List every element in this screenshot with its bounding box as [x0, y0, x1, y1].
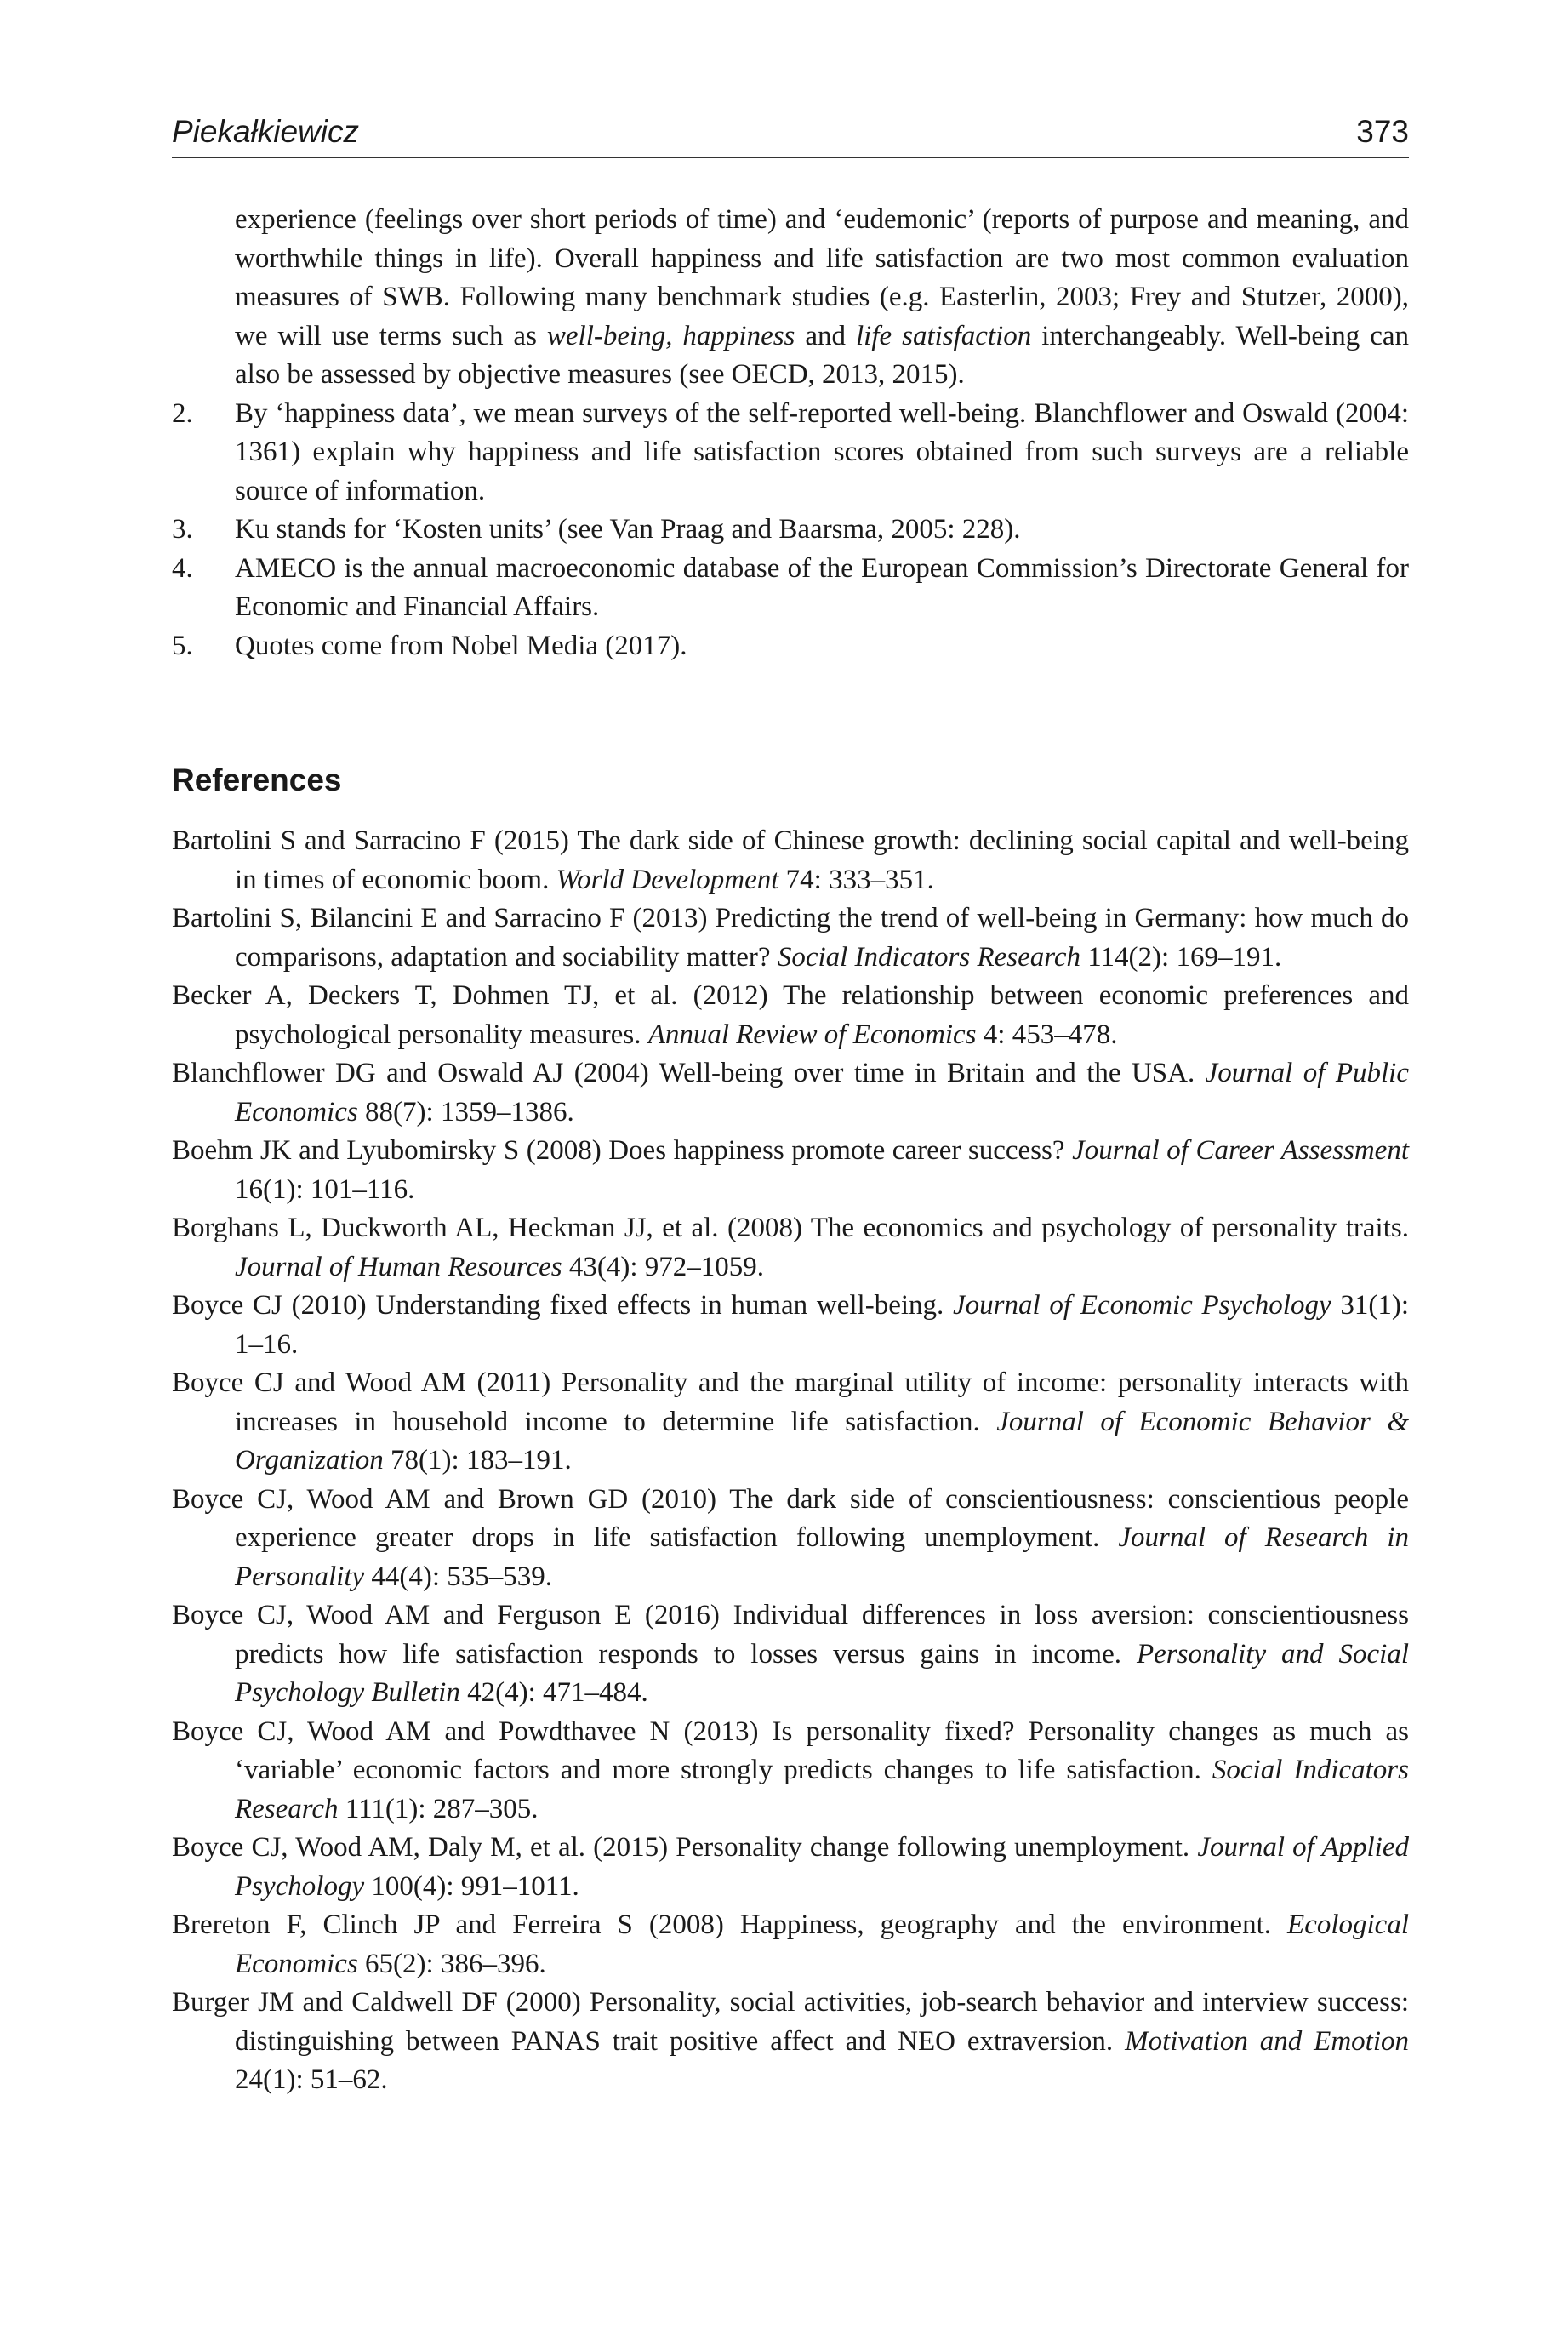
endnote-item: [172, 627, 1409, 666]
italic-span: Journal of Career Assessment: [1072, 1135, 1409, 1166]
italic-span: Ecological Economics: [235, 1910, 1409, 1979]
page-number: 373: [1356, 114, 1409, 149]
reference-entry: [172, 1054, 1409, 1132]
endnote-number: 2.: [172, 397, 193, 429]
italic-span: Journal of Research in Personality: [235, 1522, 1409, 1592]
text-span: Bartolini S and Sarracino F (2015) The dark side of Chinese growth: declining social capital and well-being in times of economic boom.: [172, 825, 1409, 895]
reference-entry: [172, 977, 1409, 1054]
text-span: Boyce CJ, Wood AM, Daly M, et al. (2015) Personality change following unemployment.: [172, 1832, 1198, 1863]
text-span: 74: 333–351.: [778, 864, 934, 895]
text-span: and: [795, 320, 856, 351]
endnotes-list: [172, 201, 1409, 665]
endnote-item: [172, 201, 1409, 395]
endnote-item: [172, 550, 1409, 627]
text-span: Boyce CJ and Wood AM (2011) Personality and the marginal utility of income: personality interacts with increases in household income to determine life satisfaction.: [172, 1367, 1409, 1437]
text-span: Boyce CJ, Wood AM and Ferguson E (2016) Individual differences in loss aversion: conscientiousness predicts how life satisfaction responds to losses versus gains in income.: [172, 1600, 1409, 1670]
endnote-number: 5.: [172, 630, 193, 661]
text-span: Ku stands for ‘Kosten units’ (see Van Praag and Baarsma, 2005: 228).: [235, 514, 1021, 545]
text-span: Boyce CJ, Wood AM and Powdthavee N (2013) Is personality fixed? Personality changes as much as ‘variable’ economic factors and more strongly predicts changes to life satisfaction.: [172, 1715, 1409, 1785]
text-span: 42(4): 471–484.: [459, 1677, 648, 1708]
text-span: 31(1): 1–16.: [235, 1290, 1409, 1360]
reference-entry: [172, 1132, 1409, 1209]
text-span: By ‘happiness data’, we mean surveys of the self-reported well-being. Blanchflower and Oswald (2004: 1361) explain why happiness and life satisfaction scores obtained from such surveys are a reliable source of information.: [235, 397, 1409, 506]
text-span: 111(1): 287–305.: [338, 1793, 539, 1824]
italic-span: Journal of Economic Behavior & Organization: [235, 1406, 1409, 1476]
text-span: Boyce CJ, Wood AM and Brown GD (2010) The dark side of conscientiousness: conscientious people experience greater drops in life satisfaction following unemployment.: [172, 1483, 1409, 1553]
italic-span: Social Indicators Research: [235, 1755, 1409, 1824]
references-list: [172, 822, 1409, 2100]
endnote-item: [172, 511, 1409, 550]
reference-entry: [172, 1364, 1409, 1481]
text-span: Burger JM and Caldwell DF (2000) Personality, social activities, job-search behavior and interview success: distinguishing between PANAS trait positive affect and NEO extraversion.: [172, 1987, 1409, 2057]
text-span: Brereton F, Clinch JP and Ferreira S (2008) Happiness, geography and the environment.: [172, 1910, 1288, 1940]
reference-entry: [172, 1984, 1409, 2100]
text-span: Blanchflower DG and Oswald AJ (2004) Well-being over time in Britain and the USA.: [172, 1058, 1206, 1088]
italic-span: well-being, happiness: [546, 320, 795, 351]
text-span: Becker A, Deckers T, Dohmen TJ, et al. (2012) The relationship between economic preferences and psychological personality measures.: [172, 980, 1409, 1050]
reference-entry: [172, 1287, 1409, 1364]
italic-span: Motivation and Emotion: [1125, 2025, 1409, 2057]
italic-span: Journal of Applied Psychology: [235, 1832, 1409, 1902]
running-head-author: Piekałkiewicz: [172, 114, 360, 149]
text-span: 44(4): 535–539.: [364, 1561, 553, 1592]
running-head: [172, 112, 1409, 158]
text-span: 16(1): 101–116.: [235, 1173, 415, 1205]
text-span: Boyce CJ (2010) Understanding fixed effects in human well-being.: [172, 1290, 954, 1321]
text-span: 4: 453–478.: [976, 1019, 1118, 1050]
text-span: 88(7): 1359–1386.: [357, 1096, 574, 1127]
reference-entry: [172, 1209, 1409, 1287]
italic-span: Journal of Human Resources: [235, 1251, 562, 1282]
reference-entry: [172, 1481, 1409, 1597]
italic-span: Personality and Social Psychology Bulletin: [235, 1638, 1409, 1708]
reference-entry: [172, 1713, 1409, 1830]
text-span: interchangeably. Well-being can also be assessed by objective measures (see OECD, 2013, 2015).: [235, 320, 1409, 390]
italic-span: Journal of Public Economics: [235, 1058, 1409, 1127]
reference-entry: [172, 899, 1409, 977]
italic-span: Annual Review of Economics: [647, 1019, 977, 1050]
italic-span: Social Indicators Research: [777, 941, 1081, 973]
text-span: 65(2): 386–396.: [357, 1948, 546, 1979]
reference-entry: [172, 822, 1409, 899]
text-span: 24(1): 51–62.: [235, 2064, 388, 2095]
text-span: Borghans L, Duckworth AL, Heckman JJ, et al. (2008) The economics and psychology of personality traits.: [172, 1213, 1409, 1243]
italic-span: World Development: [556, 864, 779, 895]
italic-span: Journal of Economic Psychology: [953, 1290, 1331, 1321]
text-span: 114(2): 169–191.: [1080, 941, 1282, 973]
endnote-number: 4.: [172, 552, 193, 584]
references-heading: References: [172, 762, 342, 797]
text-span: 43(4): 972–1059.: [562, 1251, 765, 1282]
endnote-number: 3.: [172, 514, 193, 545]
reference-entry: [172, 1906, 1409, 1984]
text-span: AMECO is the annual macroeconomic database of the European Commission’s Directorate General for Economic and Financial Affairs.: [235, 552, 1409, 622]
reference-entry: [172, 1596, 1409, 1713]
text-span: Boehm JK and Lyubomirsky S (2008) Does happiness promote career success?: [172, 1135, 1073, 1166]
text-span: experience (feelings over short periods of time) and ‘eudemonic’ (reports of purpose and meaning, and worthwhile things in life). Overall happiness and life satisfaction are two most common evaluation measures of SWB. Following many benchmark studies (e.g. Easterlin, 2003; Frey and Stutzer, 2000), we will use terms such as: [235, 204, 1409, 351]
text-span: Bartolini S, Bilancini E and Sarracino F (2013) Predicting the trend of well-being in Germany: how much do comparisons, adaptation and sociability matter?: [172, 903, 1409, 973]
endnote-item: [172, 395, 1409, 511]
italic-span: life satisfaction: [855, 320, 1032, 351]
reference-entry: [172, 1829, 1409, 1906]
text-span: 78(1): 183–191.: [383, 1445, 572, 1476]
text-span: 100(4): 991–1011.: [364, 1870, 579, 1902]
text-span: Quotes come from Nobel Media (2017).: [235, 630, 687, 661]
